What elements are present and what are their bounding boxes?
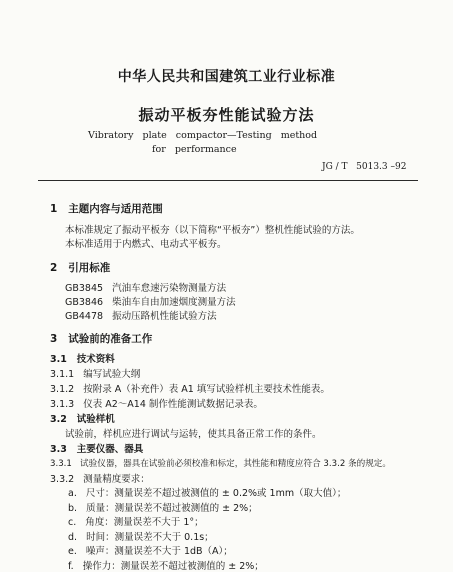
precision-requirement-item: d. 时间：测量误差不大于 0.1s； bbox=[68, 531, 214, 543]
clause-line: 3.3.1 试验仪器，器具在试验前必须校准和标定，其性能和精度应符合 3.3.2 条的规定。 bbox=[50, 459, 391, 469]
reference-standard-item: GB4478 振动压路机性能试验方法 bbox=[65, 311, 217, 322]
section-3-heading: 3 试验前的准备工作 bbox=[50, 333, 153, 345]
document-title-en-line-2: for performance bbox=[152, 144, 237, 155]
clause-heading: 3.1 技术资料 bbox=[50, 354, 115, 365]
clause-line: 3.1.1 编写试验大纲 bbox=[50, 369, 141, 380]
header-divider bbox=[38, 180, 418, 181]
section-2-heading: 2 引用标准 bbox=[50, 262, 111, 274]
clause-line: 试验前，样机应进行调试与运转，使其具备正常工作的条件。 bbox=[65, 429, 322, 440]
precision-requirement-item: b. 质量：测量误差不超过被测值的 ± 2%； bbox=[68, 502, 258, 514]
reference-standard-item: GB3846 柴油车自由加速烟度测量方法 bbox=[65, 297, 236, 308]
document-title-cn: 振动平板夯性能试验方法 bbox=[138, 106, 315, 124]
precision-requirement-item: f. 操作力：测量误差不超过被测值的 ± 2%； bbox=[68, 560, 264, 572]
section-1-heading: 1 主题内容与适用范围 bbox=[50, 203, 163, 215]
standard-code: JG / T 5013.3 –92 bbox=[322, 162, 407, 172]
issuing-organization: 中华人民共和国建筑工业行业标准 bbox=[117, 69, 336, 85]
section-1-line: 本标准规定了振动平板夯（以下简称“平板夯”）整机性能试验的方法。 bbox=[65, 225, 360, 236]
clause-line: 3.1.3 仪表 A2～A14 制作性能测试数据记录表。 bbox=[50, 399, 263, 410]
precision-requirement-item: e. 噪声：测量误差不大于 1dB（A）； bbox=[68, 546, 233, 557]
clause-heading: 3.2 试验样机 bbox=[50, 414, 115, 425]
clause-line: 3.3.2 测量精度要求： bbox=[50, 474, 150, 485]
reference-standard-item: GB3845 汽油车怠速污染物测量方法 bbox=[65, 283, 227, 294]
section-1-line: 本标准适用于内燃式、电动式平板夯。 bbox=[65, 239, 227, 250]
precision-requirement-item: a. 尺寸：测量误差不超过被测值的 ± 0.2%或 1mm（取大值）； bbox=[68, 488, 347, 499]
document-title-en-line-1: Vibratory plate compactor—Testing method bbox=[88, 130, 318, 141]
clause-heading: 3.3 主要仪器、器具 bbox=[50, 444, 144, 455]
precision-requirement-item: c. 角度：测量误差不大于 1°； bbox=[68, 517, 204, 528]
clause-line: 3.1.2 按附录 A（补充件）表 A1 填写试验样机主要技术性能表。 bbox=[50, 384, 330, 395]
